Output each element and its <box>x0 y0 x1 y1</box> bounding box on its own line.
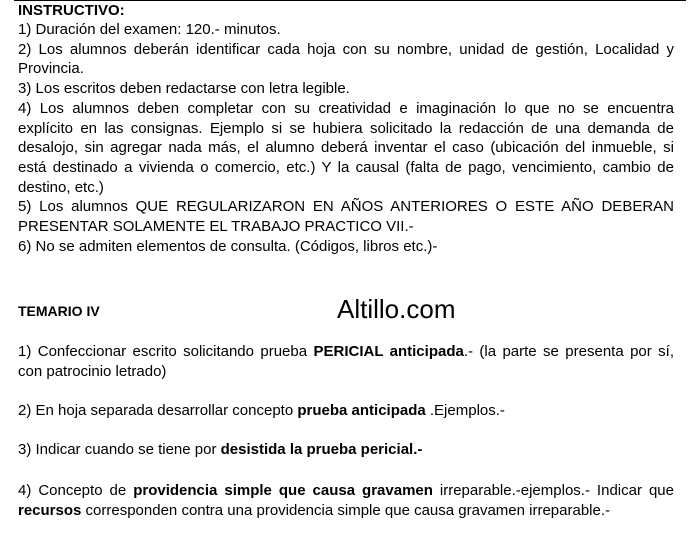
watermark-text: Altillo.com <box>337 294 456 324</box>
question-2-emphasis: prueba anticipada <box>297 402 426 419</box>
question-4-tail: corresponden contra una providencia simple que causa gravamen irreparable.- <box>81 501 611 519</box>
question-3 <box>18 440 674 460</box>
question-1-text: 1) Confeccionar escrito solicitando prueba <box>18 343 314 360</box>
question-2-text: 2) En hoja separada desarrollar concepto <box>18 402 298 419</box>
question-2 <box>18 401 674 421</box>
instructivo-item-2: 2) Los alumnos deberán identificar cada hoja con su nombre, unidad de gestión, Localidad y Provincia. <box>18 40 674 78</box>
question-4-emphasis-1: providencia simple que causa gravamen <box>133 482 433 499</box>
question-2-tail: .Ejemplos.- <box>425 402 505 419</box>
instructivo-heading: INSTRUCTIVO: <box>18 2 125 19</box>
question-1-emphasis: PERICIAL anticipada <box>313 343 464 360</box>
question-4 <box>18 481 674 520</box>
instructivo-item-5: 5) Los alumnos QUE REGULARIZARON EN AÑOS ANTERIORES O ESTE AÑO DEBERAN PRESENTAR SOLAMENTE EL TRABAJO PRACTICO VII.- <box>18 198 674 236</box>
top-divider <box>14 0 686 1</box>
instructivo-list <box>18 20 674 256</box>
temario-heading: TEMARIO IV <box>18 303 100 319</box>
question-4-text: 4) Concepto de <box>18 482 134 499</box>
instructivo-item-3: 3) Los escritos deben redactarse con letra legible. <box>18 80 350 98</box>
question-3-emphasis: desistida la prueba pericial.- <box>220 441 423 458</box>
question-1 <box>18 342 674 381</box>
question-4-emphasis-2: recursos <box>18 501 82 519</box>
question-1-tail: .- (la parte se presenta por sí, con patrocinio letrado) <box>18 343 674 380</box>
question-4-middle: irreparable.-ejemplos.- Indicar que <box>432 482 674 499</box>
instructivo-item-6: 6) No se admiten elementos de consulta. (Códigos, libros etc.)- <box>18 237 438 255</box>
question-3-text: 3) Indicar cuando se tiene por <box>18 441 221 458</box>
instructivo-item-4: 4) Los alumnos deben completar con su creatividad e imaginación lo que no se encuentra explícito en las consignas. Ejemplo si se hubiera solicitado la redacción de una demanda de desalojo, sin agregar nada más, el alumno deberá inventar el caso (ubicación del inmueble, si está destinado a vivienda o comercio, etc.) Y la causal (falta de pago, vencimiento, cambio de destino, etc.) <box>18 99 674 196</box>
instructivo-item-1: 1) Duración del examen: 120.- minutos. <box>18 21 281 38</box>
